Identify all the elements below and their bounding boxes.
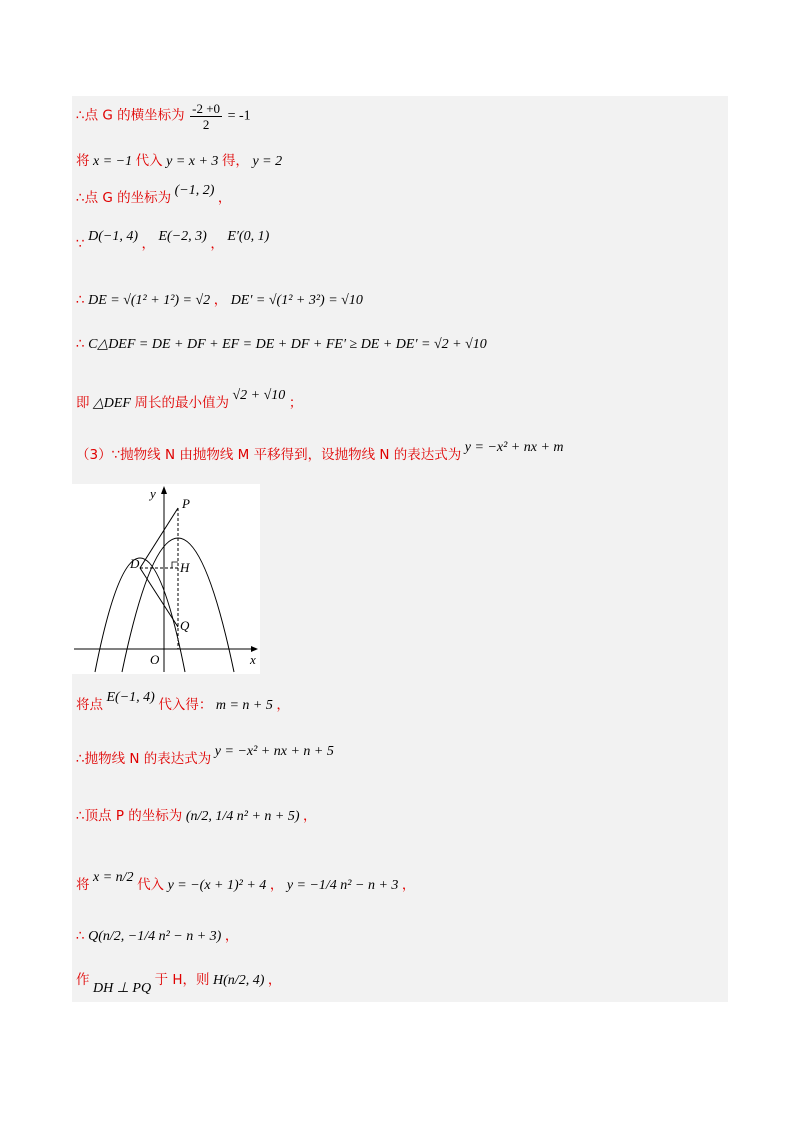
text: ， — [269, 877, 284, 893]
text: ， — [141, 236, 155, 252]
line-sub-e — [76, 690, 290, 714]
text: 代入 — [137, 877, 165, 893]
math: m = n + 5 — [215, 698, 273, 713]
math: y = −x² + nx + n + 5 — [214, 744, 334, 759]
math: C△DEF = DE + DF + EF = DE + DF + FE′ ≥ DE + DE′ = √2 + √10 — [88, 337, 487, 352]
text: ， — [401, 877, 416, 893]
math: √2 + √10 — [232, 388, 286, 403]
line-g-coord — [76, 183, 232, 207]
text: ∴顶点 P 的坐标为 — [76, 808, 183, 824]
math: = -1 — [227, 108, 251, 124]
parabola-graph — [72, 484, 260, 674]
fraction — [190, 101, 222, 132]
text: 将 — [76, 153, 90, 169]
text: ， — [224, 928, 239, 944]
line-h — [76, 972, 282, 997]
text: 将 — [76, 877, 90, 893]
y-axis-arrow — [161, 486, 167, 494]
math: y = −1/4 n² − n + 3 — [286, 878, 399, 893]
math: Q(n/2, −1/4 n² − n + 3) — [88, 929, 222, 944]
h-label: H — [180, 560, 190, 575]
text: 得， — [221, 153, 249, 169]
math: y = x + 3 — [166, 154, 219, 169]
math: (−1, 2) — [174, 183, 215, 198]
line-part3 — [76, 440, 564, 464]
text: ， — [210, 236, 224, 252]
right-angle-mark — [172, 562, 178, 568]
line-perimeter — [76, 336, 487, 353]
line-q — [76, 924, 238, 945]
line-min-perimeter — [76, 388, 303, 412]
segment-dp — [140, 508, 178, 568]
line-vertex-p — [76, 804, 317, 825]
text: ； — [288, 395, 303, 411]
text: 周长的最小值为 — [134, 395, 229, 411]
math: E(−1, 4) — [106, 690, 155, 705]
text: ∴ — [76, 928, 85, 944]
p-label: P — [182, 496, 190, 511]
line-substitute — [76, 149, 282, 170]
text: ， — [217, 190, 232, 206]
text: ∴点 G 的横坐标为 — [76, 107, 185, 124]
graph-svg — [72, 484, 260, 674]
numerator: -2 +0 — [192, 101, 221, 116]
math: E′(0, 1) — [227, 229, 270, 244]
math: D(−1, 4) — [88, 229, 138, 244]
line-g-x — [76, 101, 251, 132]
denominator: 2 — [202, 117, 210, 132]
segment-dq — [140, 568, 178, 627]
math: H(n/2, 4) — [213, 973, 265, 988]
line-n-expression — [76, 744, 334, 768]
y-label: y — [150, 486, 156, 501]
math: x = −1 — [93, 154, 133, 169]
text: ， — [213, 292, 228, 308]
math: y = −(x + 1)² + 4 — [167, 878, 267, 893]
math: y = 2 — [252, 154, 283, 169]
text: ， — [267, 972, 282, 988]
math: y = −x² + nx + m — [464, 440, 564, 455]
text: 将点 — [76, 697, 103, 713]
math: △DEF — [93, 396, 131, 411]
parabola-m — [95, 558, 185, 672]
x-label: x — [250, 652, 256, 667]
math: E(−2, 3) — [158, 229, 207, 244]
text: ∴抛物线 N 的表达式为 — [76, 751, 212, 767]
text: 即 — [76, 395, 90, 411]
d-label: D — [130, 556, 140, 571]
text: ∴ — [76, 336, 85, 352]
o-label: O — [150, 652, 160, 667]
line-sub-x — [76, 870, 416, 894]
text: ， — [303, 808, 317, 824]
text: ∴ — [76, 292, 85, 308]
text: （3）∵抛物线 N 由抛物线 M 平移得到，设抛物线 N 的表达式为 — [76, 447, 462, 463]
math: DE = √(1² + 1²) = √2 — [88, 293, 211, 308]
line-distances — [76, 288, 363, 309]
text: 代入 — [135, 153, 163, 169]
text: ∴点 G 的坐标为 — [76, 190, 172, 206]
text: 于 H，则 — [154, 972, 210, 988]
math: x = n/2 — [93, 870, 134, 885]
math: DH ⊥ PQ — [93, 981, 152, 996]
text: 代入得： — [158, 697, 213, 713]
text: 作 — [76, 972, 90, 988]
math: (n/2, 1/4 n² + n + 5) — [185, 809, 300, 824]
q-label: Q — [180, 618, 190, 633]
text: ∵ — [76, 236, 85, 252]
line-points — [76, 229, 270, 253]
math: DE′ = √(1² + 3²) = √10 — [230, 293, 363, 308]
text: ， — [276, 697, 290, 713]
